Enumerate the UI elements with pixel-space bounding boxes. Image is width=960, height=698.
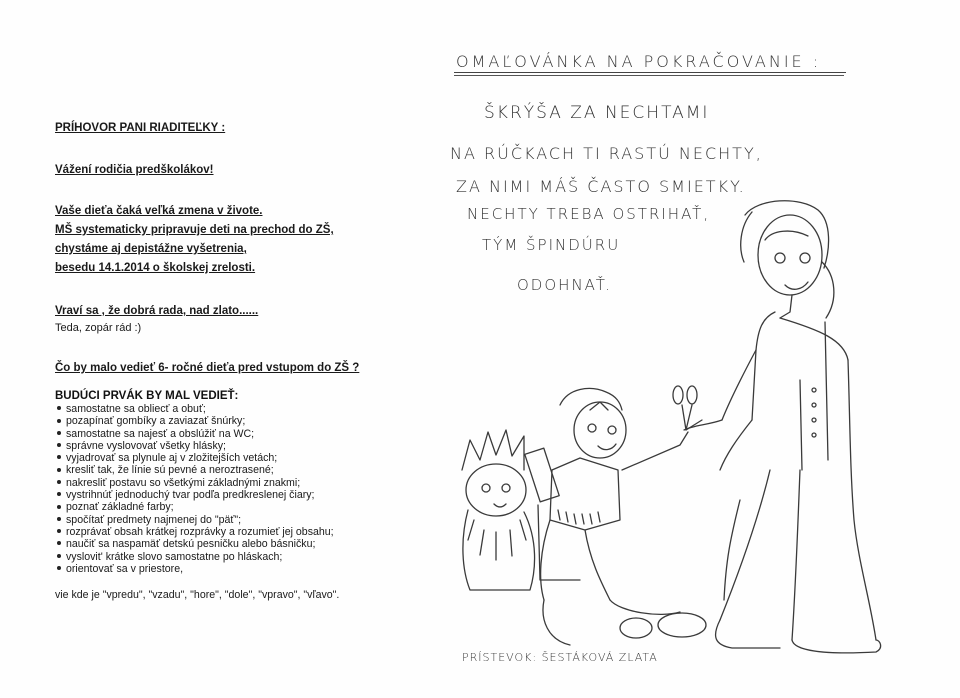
poem-title: ŠKRÝŠA ZA NECHTAMI xyxy=(484,103,710,123)
coloring-title: OMAĽOVÁNKA NA POKRAČOVANIE : xyxy=(456,52,822,71)
intro-line-2: MŠ systematicky pripravuje deti na prechod do ZŠ, xyxy=(55,224,334,236)
illustration-credit: PRÍSTEVOK: ŠESTÁKOVÁ ZLATA xyxy=(462,651,658,664)
bullet-icon xyxy=(57,517,61,521)
proverb: Vraví sa , že dobrá rada, nad zlato...... xyxy=(55,305,259,317)
bullet-icon xyxy=(57,541,61,545)
greeting-title: PRÍHOVOR PANI RIADITEĽKY : xyxy=(55,122,226,134)
poem-line: TÝM ŠPINDÚRU xyxy=(482,236,621,254)
list-item: vystrihnúť jednoduchý tvar podľa predkreslenej čiary; xyxy=(55,489,334,501)
bullet-icon xyxy=(57,443,61,447)
list-item: naučiť sa naspamäť detskú pesničku alebo básničku; xyxy=(55,538,334,550)
skills-list xyxy=(55,403,334,575)
list-item: nakresliť postavu so všetkými základnými znakmi; xyxy=(55,477,334,489)
bullet-icon xyxy=(57,455,61,459)
list-item: rozprávať obsah krátkej rozprávky a rozumieť jej obsahu; xyxy=(55,526,334,538)
intro-line-4: besedu 14.1.2014 o školskej zrelosti. xyxy=(55,262,256,274)
bullet-icon xyxy=(57,492,61,496)
intro-line-3: chystáme aj depistážne vyšetrenia, xyxy=(55,243,247,255)
woman-figure xyxy=(684,201,881,653)
salutation: Vážení rodičia predškolákov! xyxy=(55,164,214,176)
coloring-illustration xyxy=(440,0,960,698)
list-item: samostatne sa obliecť a obuť; xyxy=(55,403,334,415)
list-item: spočítať predmety najmenej do "päť"; xyxy=(55,514,334,526)
proverb-follow: Teda, zopár rád :) xyxy=(55,322,142,334)
bullet-icon xyxy=(57,419,61,423)
poem-line: NECHTY TREBA OSTRIHAŤ, xyxy=(467,205,711,223)
list-item: poznať základné farby; xyxy=(55,501,334,513)
list-item: pozapínať gombíky a zaviazať šnúrky; xyxy=(55,415,334,427)
scissors-icon xyxy=(673,386,702,430)
hedgehog-figure xyxy=(462,430,580,590)
list-item: vyslovit' krátke slovo samostatne po hláskach; xyxy=(55,551,334,563)
poem-line: NA RÚČKACH TI RASTÚ NECHTY, xyxy=(450,144,763,163)
bullet-icon xyxy=(57,406,61,410)
list-item: vyjadrovať sa plynule aj v zložitejších vetách; xyxy=(55,452,334,464)
right-column xyxy=(440,0,960,698)
list-item: kresliť tak, že línie sú pevné a neroztrasené; xyxy=(55,464,334,476)
list-item: správne vyslovovať všetky hlásky; xyxy=(55,440,334,452)
bullet-icon xyxy=(57,468,61,472)
bullet-icon xyxy=(57,566,61,570)
list-heading: BUDÚCI PRVÁK BY MAL VEDIEŤ: xyxy=(55,390,239,402)
bullet-icon xyxy=(57,431,61,435)
intro-line-1: Vaše dieťa čaká veľká zmena v živote. xyxy=(55,205,263,217)
list-tail: vie kde je "vpredu", "vzadu", "hore", "dole", "vpravo", "vľavo". xyxy=(55,589,340,601)
poem-line: ODOHNAŤ. xyxy=(517,276,612,294)
bullet-icon xyxy=(57,529,61,533)
poem-line: ZA NIMI MÁŠ ČASTO SMIETKY. xyxy=(456,177,746,196)
list-item: samostatne sa najesť a obslúžiť na WC; xyxy=(55,428,334,440)
bullet-icon xyxy=(57,554,61,558)
question: Čo by malo vedieť 6- ročné dieťa pred vstupom do ZŠ ? xyxy=(55,362,360,374)
bullet-icon xyxy=(57,480,61,484)
boy-figure xyxy=(525,388,706,645)
left-column xyxy=(0,0,440,698)
list-item: orientovať sa v priestore, xyxy=(55,563,334,575)
bullet-icon xyxy=(57,505,61,509)
